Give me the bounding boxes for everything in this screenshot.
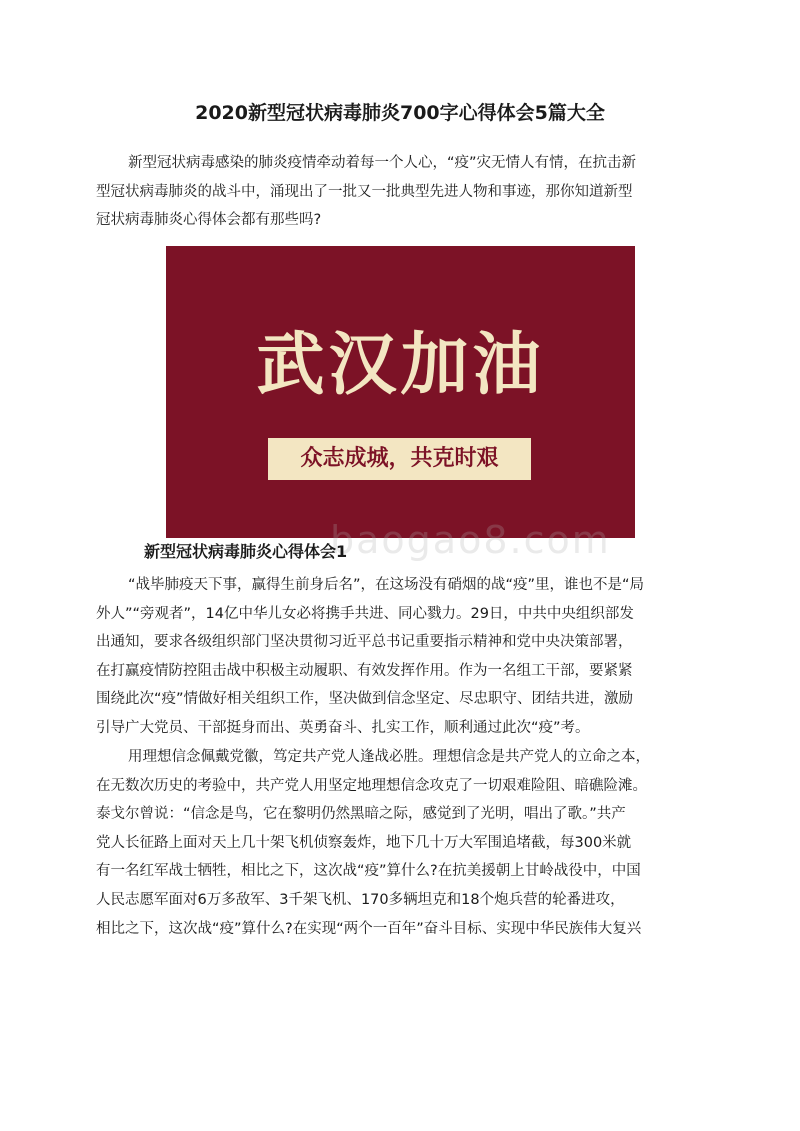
paragraph-line: 人民志愿军面对6万多敌军、3千架飞机、170多辆坦克和18个炮兵营的轮番进攻， bbox=[96, 891, 625, 908]
watermark: baogao8.com bbox=[330, 518, 611, 562]
paragraph-line: 在打赢疫情防控阻击战中积极主动履职、有效发挥作用。作为一名组工干部，要紧紧 bbox=[96, 662, 633, 679]
wuhan-poster-image bbox=[166, 246, 635, 538]
paragraph-line: 党人长征路上面对天上几十架飞机侦察轰炸，地下几十万大军围追堵截，每300米就 bbox=[96, 834, 632, 851]
paragraph-line: 围绕此次“疫”情做好相关组织工作，坚决做到信念坚定、尽忠职守、团结共进，激励 bbox=[96, 691, 634, 708]
paragraph-line: 引导广大党员、干部挺身而出、英勇奋斗、扎实工作，顺利通过此次“疫”考。 bbox=[96, 719, 590, 736]
paragraph-line: 在无数次历史的考验中，共产党人用坚定地理想信念攻克了一切艰难险阻、暗礁险滩。 bbox=[96, 777, 647, 794]
poster-main-text: 武汉加油 bbox=[256, 326, 545, 405]
body-paragraph-1 bbox=[96, 571, 716, 743]
intro-line: 新型冠状病毒感染的肺炎疫情牵动着每一个人心，“疫”灾无情人有情，在抗击新 bbox=[128, 155, 637, 171]
paragraph-line: “战毕肺疫天下事，赢得生前身后名”，在这场没有硝烟的战“疫”里，谁也不是“局 bbox=[128, 577, 645, 593]
intro-paragraph bbox=[96, 149, 716, 235]
paragraph-line: 相比之下，这次战“疫”算什么?在实现“两个一百年”奋斗目标、实现中华民族伟大复兴 bbox=[96, 920, 642, 937]
paragraph-line: 外人”“旁观者”，14亿中华儿女必将携手共进、同心戮力。29日，中共中央组织部发 bbox=[96, 605, 634, 622]
section-heading: 新型冠状病毒肺炎心得体会1 bbox=[144, 542, 348, 561]
paragraph-line: 出通知，要求各级组织部门坚决贯彻习近平总书记重要指示精神和党中央决策部署， bbox=[96, 634, 633, 651]
intro-line: 型冠状病毒肺炎的战斗中，涌现出了一批又一批典型先进人物和事迹，那你知道新型 bbox=[96, 183, 633, 200]
paragraph-line: 泰戈尔曾说：“信念是鸟，它在黎明仍然黑暗之际，感觉到了光明，唱出了歌。”共产 bbox=[96, 806, 626, 823]
intro-line: 冠状病毒肺炎心得体会都有那些吗? bbox=[96, 212, 322, 229]
paragraph-line: 有一名红军战士牺牲，相比之下，这次战“疫”算什么?在抗美援朝上甘岭战役中，中国 bbox=[96, 863, 641, 880]
paragraph-line: 用理想信念佩戴党徽，笃定共产党人逢战必胜。理想信念是共产党人的立命之本， bbox=[128, 749, 650, 765]
document-title: 2020新型冠状病毒肺炎700字心得体会5篇大全 bbox=[195, 102, 605, 124]
body-paragraph-2 bbox=[96, 743, 716, 943]
poster-slogan-band: 众志成城，共克时艰 bbox=[268, 438, 531, 480]
